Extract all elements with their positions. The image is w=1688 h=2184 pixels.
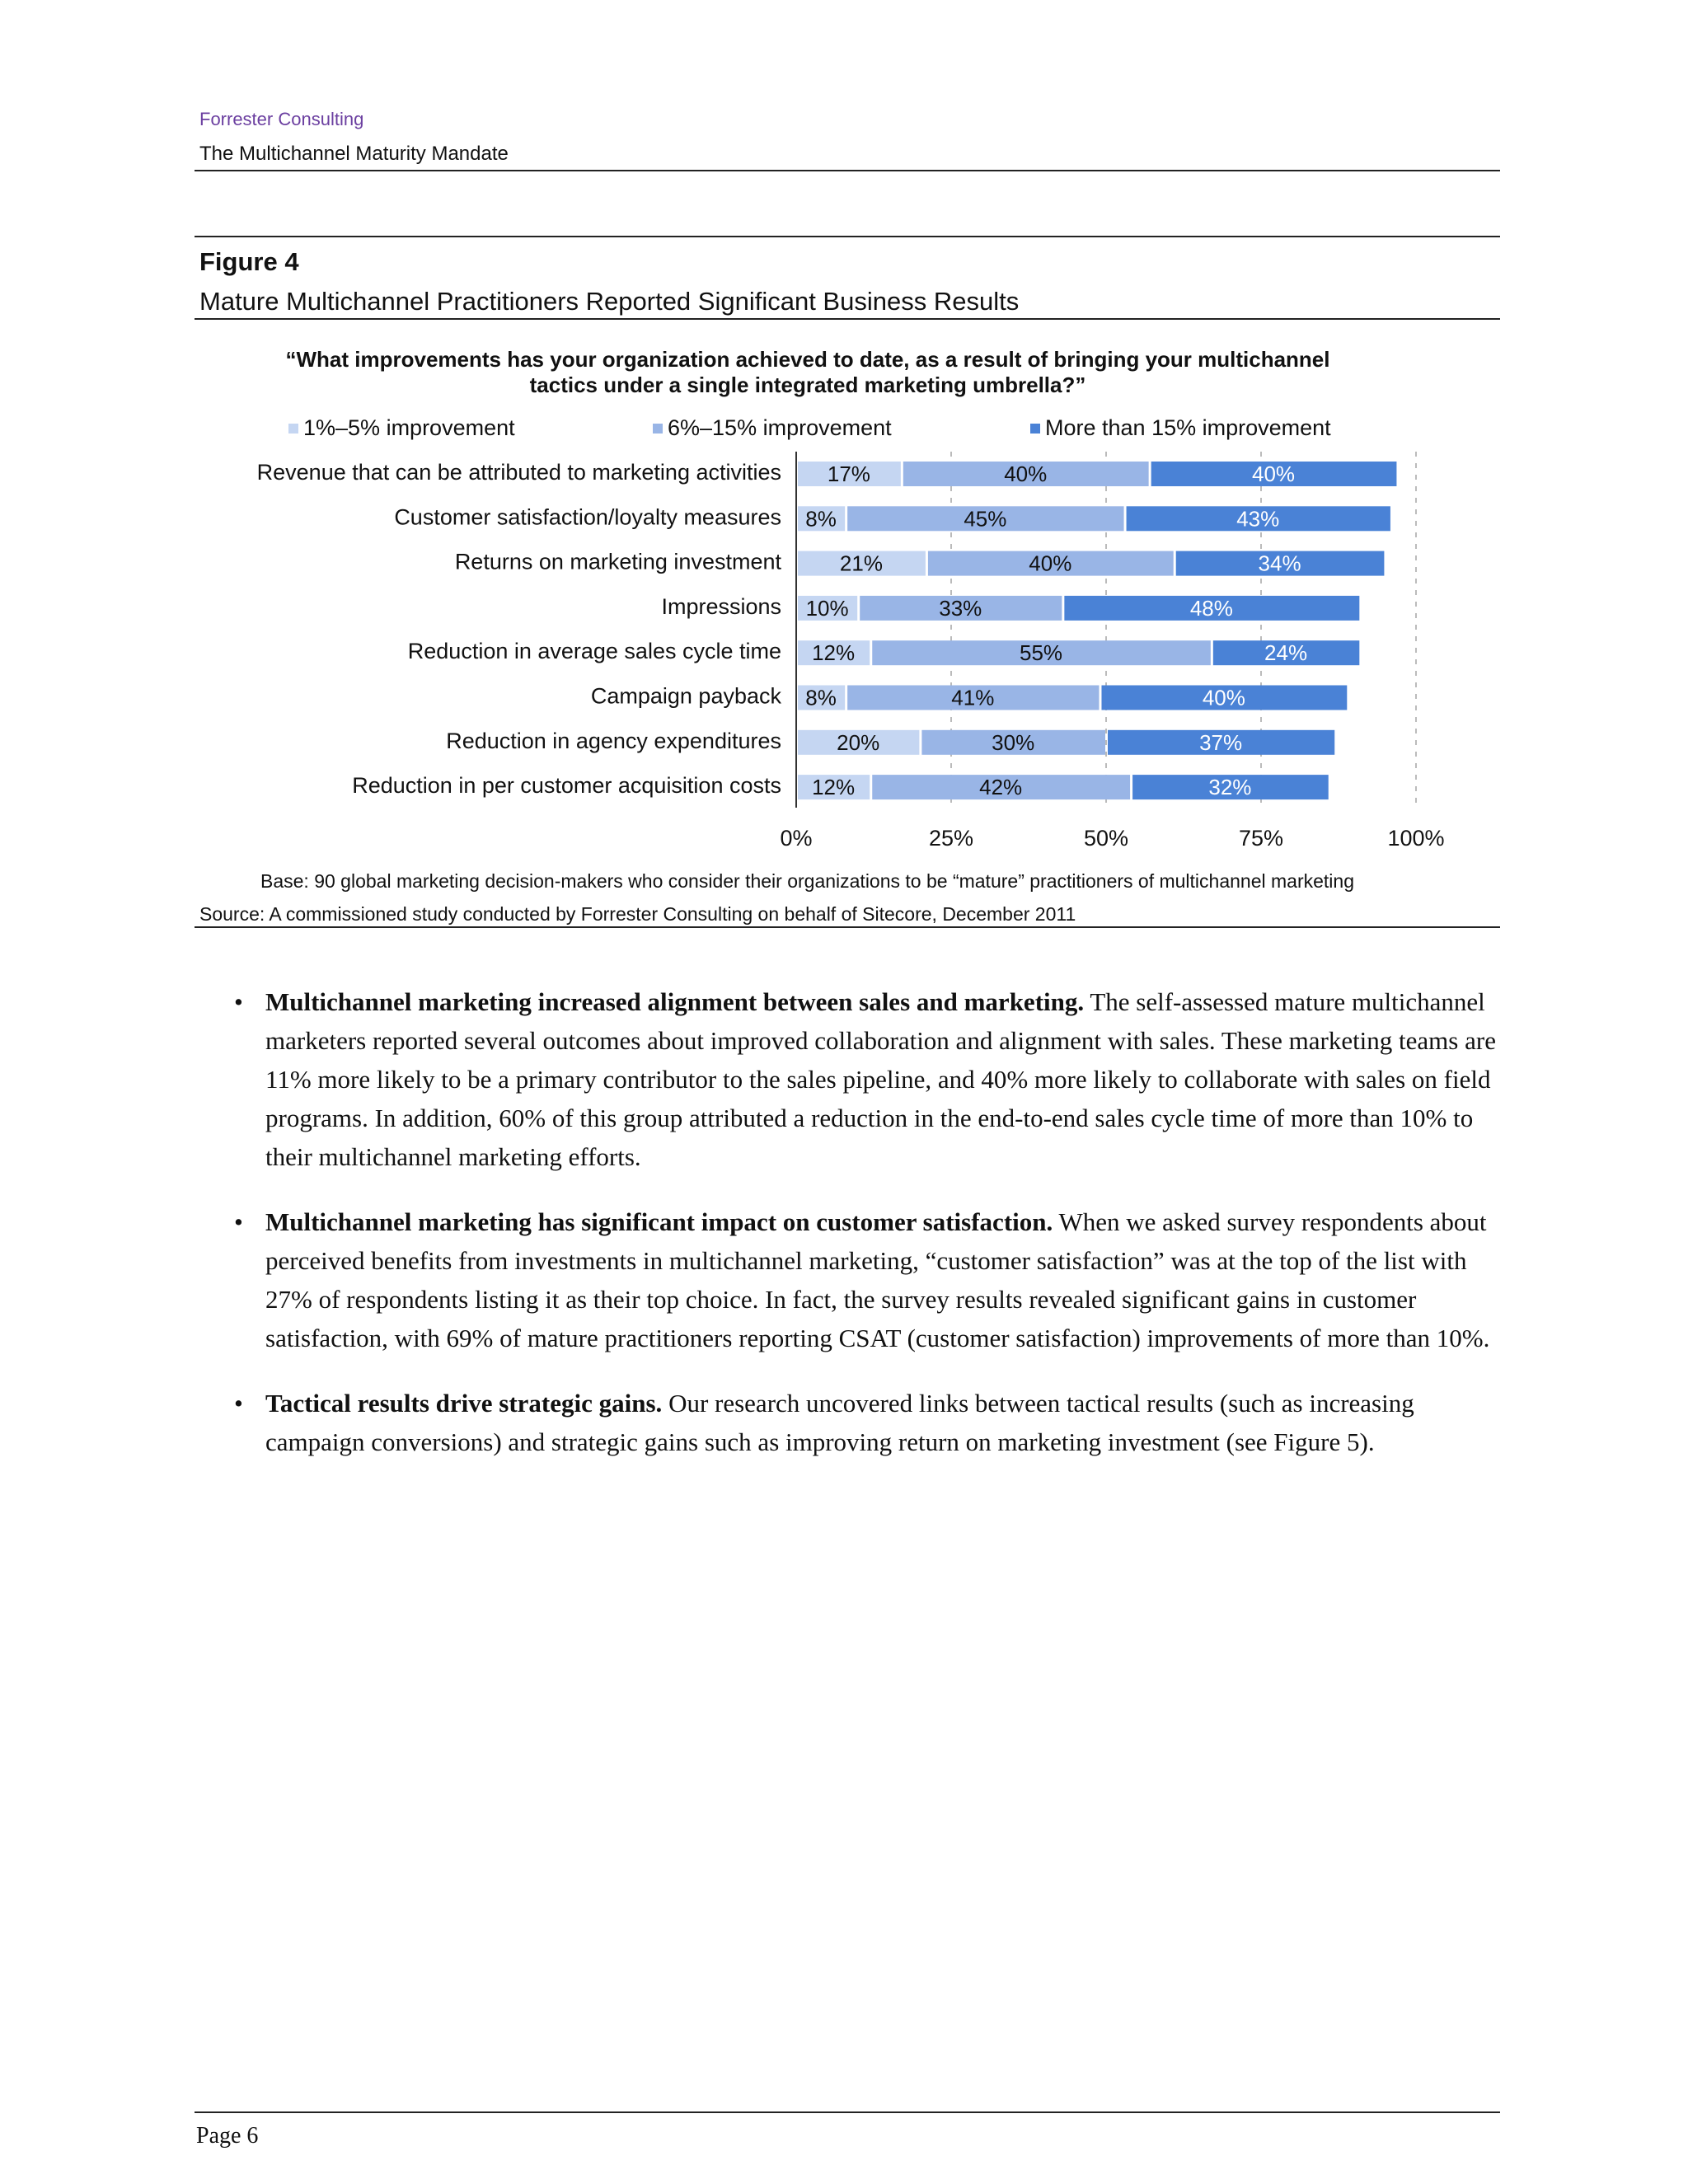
- data-label: 48%: [1189, 595, 1233, 621]
- category-label: Reduction in average sales cycle time: [407, 639, 781, 664]
- data-label: 55%: [1020, 640, 1063, 666]
- bullet-text: Our research uncovered links between tactical results (such as increasing campaign conversions) and strategic gains such as improving return on marketing investment (see Figure 5).: [265, 1389, 1414, 1456]
- data-label: 20%: [837, 729, 880, 755]
- x-tick-label: 0%: [780, 826, 813, 851]
- data-label: 40%: [1029, 551, 1072, 576]
- page-number: Page 6: [196, 2123, 259, 2149]
- category-label: Customer satisfaction/loyalty measures: [394, 504, 781, 530]
- source-note: Source: A commissioned study conducted by Forrester Consulting on behalf of Sitecore, December 2011: [199, 903, 1076, 925]
- stacked-bar-chart: [0, 0, 1688, 857]
- footer-divider: [195, 2111, 1500, 2113]
- legend-label-2: 6%–15% improvement: [668, 415, 892, 440]
- data-label: 42%: [979, 775, 1023, 800]
- figure-title: Mature Multichannel Practitioners Reported Significant Business Results: [199, 287, 1020, 316]
- body-text: [227, 982, 1513, 1488]
- base-note: Base: 90 global marketing decision-makers who consider their organizations to be “mature” practitioners of multichannel marketing: [260, 870, 1354, 892]
- category-label: Impressions: [661, 593, 781, 619]
- bullet-lead: Multichannel marketing has significant impact on customer satisfaction.: [265, 1207, 1053, 1236]
- bullet-text: When we asked survey respondents about perceived benefits from investments in multichannel marketing, “customer satisfaction” was at the top of the list with 27% of respondents listing it as their top choice. In fact, the survey results revealed significant gains in customer satisfaction, with 69% of mature practitioners reporting CSAT (customer satisfaction) improvements of more than 10%.: [265, 1207, 1490, 1352]
- bullet-icon: •: [234, 987, 243, 1016]
- data-label: 30%: [992, 729, 1035, 755]
- data-label: 10%: [805, 595, 849, 621]
- data-label: 45%: [964, 506, 1007, 532]
- data-label: 37%: [1199, 729, 1243, 755]
- bullet-icon: •: [234, 1207, 243, 1236]
- brand-name: Forrester Consulting: [199, 109, 364, 129]
- data-label: 40%: [1202, 685, 1245, 710]
- data-label: 8%: [805, 506, 837, 532]
- x-tick-label: 50%: [1083, 826, 1129, 851]
- data-label: 24%: [1264, 640, 1308, 666]
- bullet-text: The self-assessed mature multichannel marketers reported several outcomes about improved collaboration and alignment with sales. These marketing teams are 11% more likely to be a primary contributor to the sales pipeline, and 40% more likely to collaborate with sales on field programs. In addition, 60% of this group attributed a reduction in the end-to-end sales cycle time of more than 10% to their multichannel marketing efforts.: [265, 987, 1496, 1171]
- category-label: Reduction in agency expenditures: [446, 728, 781, 753]
- category-label: Returns on marketing investment: [454, 549, 781, 574]
- data-label: 43%: [1236, 506, 1280, 532]
- bullet-item: [227, 1384, 1513, 1461]
- figure-bottom-divider: [195, 926, 1500, 928]
- x-tick-label: 100%: [1387, 826, 1445, 851]
- data-label: 32%: [1208, 775, 1252, 800]
- legend-label-1: 1%–5% improvement: [303, 415, 515, 440]
- category-label: Reduction in per customer acquisition costs: [352, 773, 781, 799]
- data-label: 12%: [812, 640, 856, 666]
- document-title: The Multichannel Maturity Mandate: [199, 143, 509, 165]
- data-label: 40%: [1252, 462, 1296, 486]
- bullet-item: [227, 982, 1513, 1176]
- data-label: 34%: [1258, 551, 1301, 576]
- survey-question: “What improvements has your organization achieved to date, as a result of bringing your multichannel tactics under a single integrated marketing umbrella?”: [285, 347, 1330, 397]
- bullet-lead: Tactical results drive strategic gains.: [265, 1389, 663, 1418]
- data-label: 21%: [839, 551, 883, 576]
- data-label: 40%: [1004, 462, 1048, 486]
- bullet-lead: Multichannel marketing increased alignment between sales and marketing.: [265, 987, 1085, 1016]
- category-label: Revenue that can be attributed to marketing activities: [256, 460, 781, 485]
- data-label: 17%: [827, 462, 870, 486]
- category-label: Campaign payback: [590, 683, 781, 709]
- bullet-icon: •: [234, 1389, 243, 1418]
- x-tick-label: 25%: [928, 826, 974, 851]
- data-label: 8%: [805, 685, 837, 710]
- data-label: 33%: [939, 595, 982, 621]
- bullet-item: [227, 1202, 1513, 1357]
- data-label: 12%: [812, 775, 856, 800]
- data-label: 41%: [951, 685, 995, 710]
- x-tick-label: 75%: [1238, 826, 1284, 851]
- figure-label: Figure 4: [199, 247, 299, 276]
- legend-label-3: More than 15% improvement: [1045, 415, 1331, 440]
